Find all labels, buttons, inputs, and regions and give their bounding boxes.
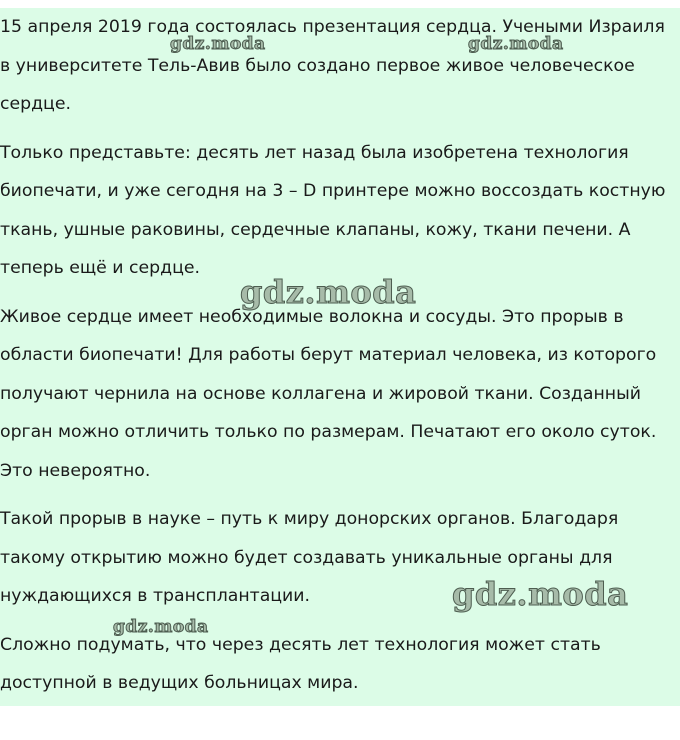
watermark: gdz.moda [113, 617, 209, 637]
watermark: gdz.moda [170, 34, 266, 54]
paragraph: 15 апреля 2019 года состоялась презентация сердца. Учеными Израиля в университете Тель-Авив было создано первое живое человеческое сердце. [0, 17, 665, 114]
paragraph: Живое сердце имеет необходимые волокна и сосуды. Это прорыв в области биопечати! Для работы берут материал человека, из которого получают чернила на основе коллагена и жировой ткани. Созданный орган можно отличить только по размерам. Печатают его около суток. Это невероятно. [0, 306, 657, 481]
watermark: gdz.moda [240, 273, 417, 311]
paragraph: Сложно подумать, что через десять лет технология может стать доступной в ведущих больницах мира. [0, 634, 601, 693]
paragraph: Такой прорыв в науке – путь к миру донорских органов. Благодаря такому открытию можно будет создавать уникальные органы для нуждающихся в трансплантации. [0, 509, 619, 606]
watermark: gdz.moda [468, 34, 564, 54]
watermark: gdz.moda [452, 575, 629, 613]
paragraph: Только представьте: десять лет назад была изобретена технология биопечати, и уже сегодня на 3 – D принтере можно воссоздать костную ткань, ушные раковины, сердечные клапаны, кожу, ткани печени. А теперь ещё и сердце. [0, 142, 666, 278]
